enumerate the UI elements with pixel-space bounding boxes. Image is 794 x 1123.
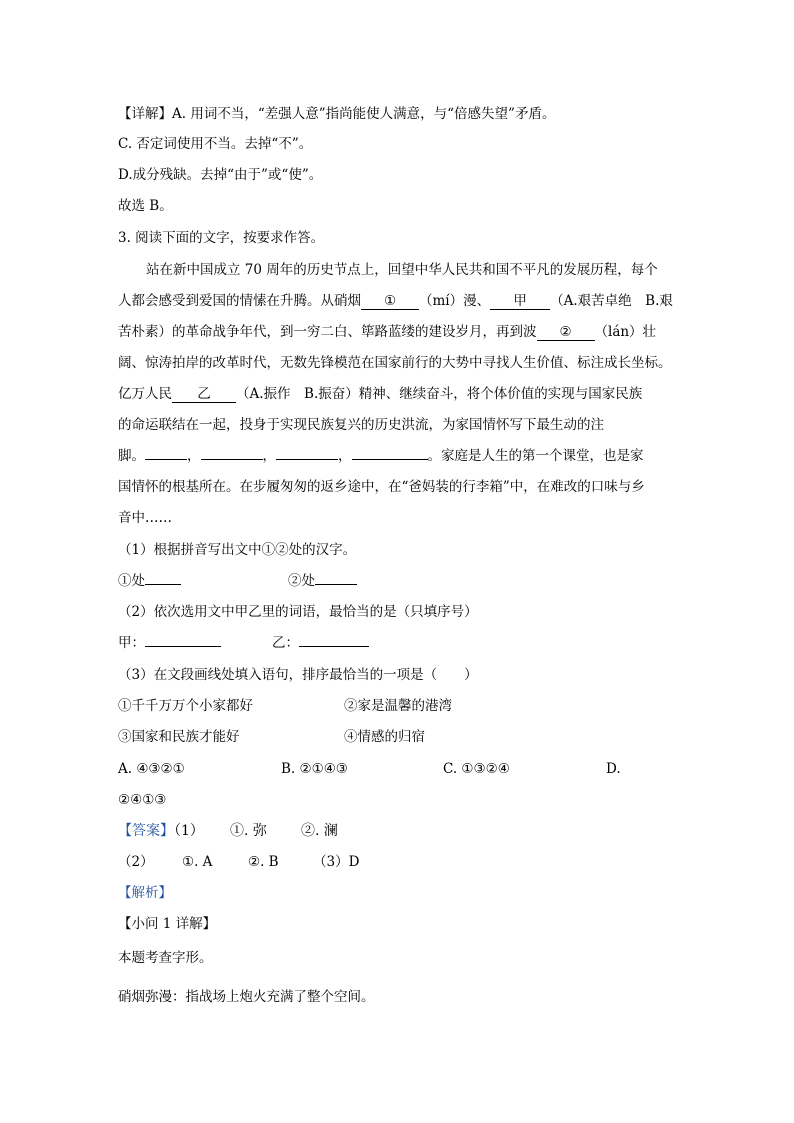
answer-line-2: （2） ①. A ②. B （3）D bbox=[118, 854, 360, 870]
answer-blank-2 bbox=[201, 459, 263, 460]
answer-blank-3 bbox=[276, 459, 338, 460]
sub1-b: ②处 bbox=[288, 571, 357, 591]
answer-line-1: 【答案】（1） ①. 弥 ②. 澜 bbox=[118, 823, 338, 839]
explain-tag: 【详解】 bbox=[118, 106, 172, 122]
sub1-a: ①处 bbox=[118, 571, 181, 591]
explain-line-2: C. 否定词使用不当。去掉“不”。 bbox=[118, 136, 313, 152]
sub2-b: 乙： bbox=[272, 633, 369, 653]
explain-line-4: 故选 B。 bbox=[118, 198, 173, 214]
analysis-text-2: 硝烟弥漫：指战场上炮火充满了整个空间。 bbox=[118, 989, 375, 1005]
analysis-text-1: 本题考查字形。 bbox=[118, 950, 213, 966]
analysis-subheading: 【小问 1 详解】 bbox=[118, 916, 217, 932]
sub2-a: 甲： bbox=[118, 633, 221, 653]
blank-yi: 乙 bbox=[172, 386, 236, 403]
passage-line-5: 亿万人民 乙 （A.振作 B.振奋）精神、继续奋斗，将个体价值的实现与国家民族 bbox=[118, 386, 643, 402]
sub1-label: （1）根据拼音写出文中①②处的汉字。 bbox=[118, 542, 357, 558]
question-title: 3. 阅读下面的文字，按要求作答。 bbox=[118, 230, 325, 246]
passage-line-1: 站在新中国成立 70 周年的历史节点上，回望中华人民共和国不平凡的发展历程，每个 bbox=[146, 262, 658, 278]
passage-line-6: 的命运联结在一起，投身于实现民族复兴的历史洪流，为家国情怀写下最生动的注 bbox=[118, 417, 604, 433]
analysis-tag: 【解析】 bbox=[118, 885, 172, 901]
passage-line-3: 苦朴素）的革命战争年代，到一穷二白、筚路蓝缕的建设岁月，再到波 ② （lán）壮 bbox=[118, 324, 657, 340]
sub2-label: （2）依次选用文中甲乙里的词语，最恰当的是（只填序号） bbox=[118, 604, 478, 620]
choice-d: D. bbox=[606, 761, 621, 777]
choice-c: C. ①③②④ bbox=[443, 761, 510, 777]
blank-2: ② bbox=[537, 324, 595, 341]
answer-tag: 【答案】 bbox=[118, 823, 174, 839]
answer-blank-4 bbox=[352, 459, 428, 460]
choice-b: B. ②①④③ bbox=[281, 761, 348, 777]
option-4: ④情感的归宿 bbox=[344, 729, 425, 745]
choice-a: A. ④③②① bbox=[118, 761, 185, 777]
blank-jia: 甲 bbox=[490, 293, 550, 310]
answer-blank-1 bbox=[145, 459, 187, 460]
passage-line-8: 国情怀的根基所在。在步履匆匆的返乡途中，在“爸妈装的行李箱”中，在难改的口味与乡 bbox=[118, 479, 645, 495]
blank-1: ① bbox=[361, 293, 419, 310]
explain-line-3: D.成分残缺。去掉“由于”或“使”。 bbox=[118, 167, 323, 183]
passage-line-4: 阔、惊涛拍岸的改革时代，无数先锋模范在国家前行的大势中寻找人生价值、标注成长坐标。 bbox=[118, 355, 672, 371]
passage-line-9: 音中…… bbox=[118, 510, 172, 526]
passage-line-7: 脚。 ， ， ， 。家庭是人生的第一个课堂，也是家 bbox=[118, 448, 644, 464]
option-3: ③国家和民族才能好 bbox=[118, 729, 240, 745]
sub3-label: （3）在文段画线处填入语句，排序最恰当的一项是（ ） bbox=[118, 667, 478, 683]
choice-d-content: ②④①③ bbox=[118, 792, 167, 808]
option-2: ②家是温馨的港湾 bbox=[344, 698, 452, 714]
option-1: ①千千万万个小家都好 bbox=[118, 698, 253, 714]
passage-line-2: 人都会感受到爱国的情愫在升腾。从硝烟 ① （mí）漫、 甲 （A.艰苦卓绝 B.艰 bbox=[118, 293, 673, 309]
explain-line-1: 【详解】A. 用词不当，“差强人意”指尚能使人满意，与“倍感失望”矛盾。 bbox=[118, 106, 556, 122]
